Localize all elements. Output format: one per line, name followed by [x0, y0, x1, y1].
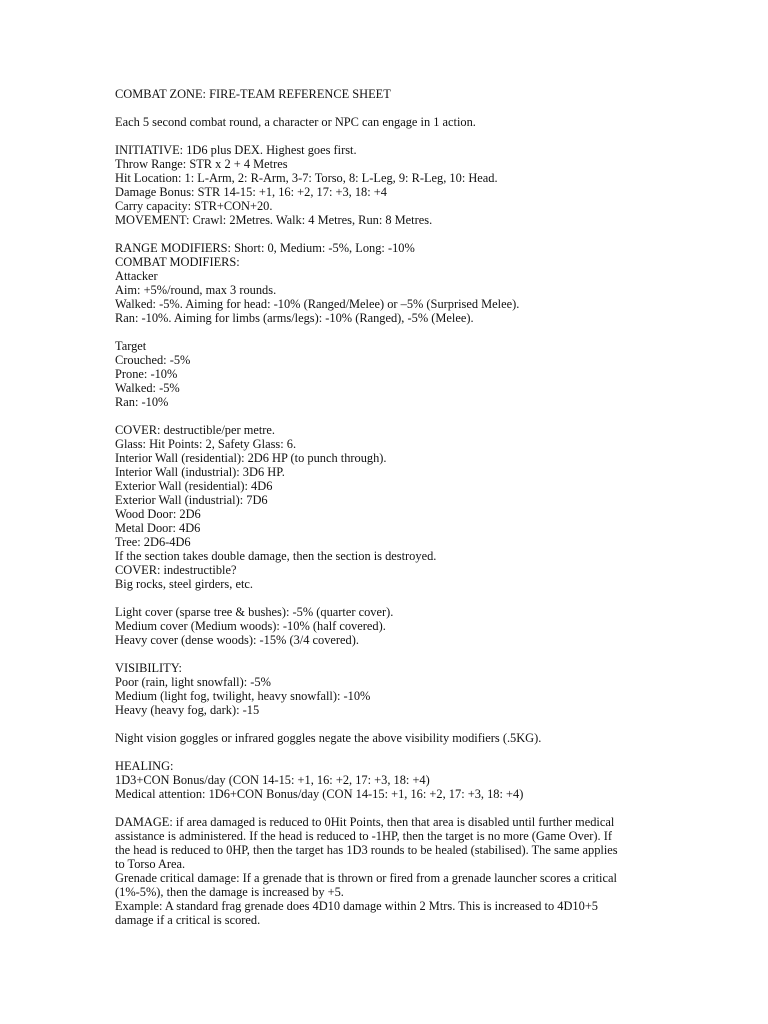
walked-attacker-line: Walked: -5%. Aiming for head: -10% (Ranged/Melee) or –5% (Surprised Melee).: [115, 297, 520, 311]
damage-text-line: DAMAGE: if area damaged is reduced to 0Hit Points, then that area is disabled until further medical: [115, 815, 615, 829]
ran-attacker-line: Ran: -10%. Aiming for limbs (arms/legs): -10% (Ranged), -5% (Melee).: [115, 311, 474, 325]
damage-text-line: assistance is administered. If the head is reduced to -1HP, then the target is no more (Game Over). If: [115, 829, 612, 843]
grenade-critical-line: (1%-5%), then the damage is increased by +5.: [115, 885, 344, 899]
spacer: [115, 227, 675, 241]
spacer: [115, 325, 675, 339]
attacker-heading: Attacker: [115, 269, 158, 283]
wood-door-line: Wood Door: 2D6: [115, 507, 201, 521]
light-cover-line: Light cover (sparse tree & bushes): -5% (quarter cover).: [115, 605, 394, 619]
visibility-section: [115, 661, 675, 717]
healing-natural-line: 1D3+CON Bonus/day (CON 14-15: +1, 16: +2, 17: +3, 18: +4): [115, 773, 430, 787]
walked-target-line: Walked: -5%: [115, 381, 180, 395]
crouched-line: Crouched: -5%: [115, 353, 191, 367]
grenade-example-line: Example: A standard frag grenade does 4D10 damage within 2 Mtrs. This is increased to 4D10+5: [115, 899, 599, 913]
medium-cover-line: Medium cover (Medium woods): -10% (half covered).: [115, 619, 386, 633]
interior-wall-industrial-line: Interior Wall (industrial): 3D6 HP.: [115, 465, 285, 479]
healing-medical-line: Medical attention: 1D6+CON Bonus/day (CON 14-15: +1, 16: +2, 17: +3, 18: +4): [115, 787, 524, 801]
healing-section: [115, 759, 675, 801]
damage-bonus-line: Damage Bonus: STR 14-15: +1, 16: +2, 17: +3, 18: +4: [115, 185, 387, 199]
spacer: [115, 591, 675, 605]
throw-range-line: Throw Range: STR x 2 + 4 Metres: [115, 157, 288, 171]
exterior-wall-industrial-line: Exterior Wall (industrial): 7D6: [115, 493, 268, 507]
glass-line: Glass: Hit Points: 2, Safety Glass: 6.: [115, 437, 297, 451]
grenade-example-line: damage if a critical is scored.: [115, 913, 261, 927]
visibility-medium-line: Medium (light fog, twilight, heavy snowfall): -10%: [115, 689, 371, 703]
movement-line: MOVEMENT: Crawl: 2Metres. Walk: 4 Metres, Run: 8 Metres.: [115, 213, 433, 227]
heavy-cover-line: Heavy cover (dense woods): -15% (3/4 covered).: [115, 633, 359, 647]
double-damage-line: If the section takes double damage, then the section is destroyed.: [115, 549, 437, 563]
aim-line: Aim: +5%/round, max 3 rounds.: [115, 283, 277, 297]
cover-indestructible-heading: COVER: indestructible?: [115, 563, 237, 577]
visibility-heavy-line: Heavy (heavy fog, dark): -15: [115, 703, 260, 717]
basics-section: [115, 143, 675, 227]
modifiers-section: [115, 241, 675, 325]
hit-location-line: Hit Location: 1: L-Arm, 2: R-Arm, 3-7: Torso, 8: L-Leg, 9: R-Leg, 10: Head.: [115, 171, 498, 185]
spacer: [115, 801, 675, 815]
spacer: [115, 745, 675, 759]
metal-door-line: Metal Door: 4D6: [115, 521, 201, 535]
cover-destructible-heading: COVER: destructible/per metre.: [115, 423, 276, 437]
spacer: [115, 409, 675, 423]
cover-levels-section: [115, 605, 675, 647]
range-modifiers-line: RANGE MODIFIERS: Short: 0, Medium: -5%, Long: -10%: [115, 241, 415, 255]
intro-text: Each 5 second combat round, a character or NPC can engage in 1 action.: [115, 115, 476, 129]
spacer: [115, 647, 675, 661]
cover-section: [115, 423, 675, 591]
ran-target-line: Ran: -10%: [115, 395, 169, 409]
healing-heading: HEALING:: [115, 759, 174, 773]
tree-line: Tree: 2D6-4D6: [115, 535, 191, 549]
damage-section: [115, 815, 675, 927]
initiative-line: INITIATIVE: 1D6 plus DEX. Highest goes first.: [115, 143, 357, 157]
visibility-poor-line: Poor (rain, light snowfall): -5%: [115, 675, 271, 689]
sheet-title: COMBAT ZONE: FIRE-TEAM REFERENCE SHEET: [115, 87, 391, 101]
damage-text-line: the head is reduced to 0HP, then the target has 1D3 rounds to be healed (stabilised). The same applies: [115, 843, 618, 857]
carry-capacity-line: Carry capacity: STR+CON+20.: [115, 199, 273, 213]
big-rocks-line: Big rocks, steel girders, etc.: [115, 577, 253, 591]
prone-line: Prone: -10%: [115, 367, 178, 381]
spacer: [115, 717, 675, 731]
target-section: [115, 339, 675, 409]
reference-sheet: [115, 87, 675, 927]
visibility-heading: VISIBILITY:: [115, 661, 182, 675]
exterior-wall-residential-line: Exterior Wall (residential): 4D6: [115, 479, 273, 493]
interior-wall-residential-line: Interior Wall (residential): 2D6 HP (to punch through).: [115, 451, 387, 465]
combat-modifiers-heading: COMBAT MODIFIERS:: [115, 255, 240, 269]
spacer: [115, 101, 675, 115]
night-vision-line: Night vision goggles or infrared goggles negate the above visibility modifiers (.5KG).: [115, 731, 542, 745]
target-heading: Target: [115, 339, 147, 353]
spacer: [115, 129, 675, 143]
damage-text-line: to Torso Area.: [115, 857, 186, 871]
grenade-critical-line: Grenade critical damage: If a grenade that is thrown or fired from a grenade launcher scores a critical: [115, 871, 617, 885]
